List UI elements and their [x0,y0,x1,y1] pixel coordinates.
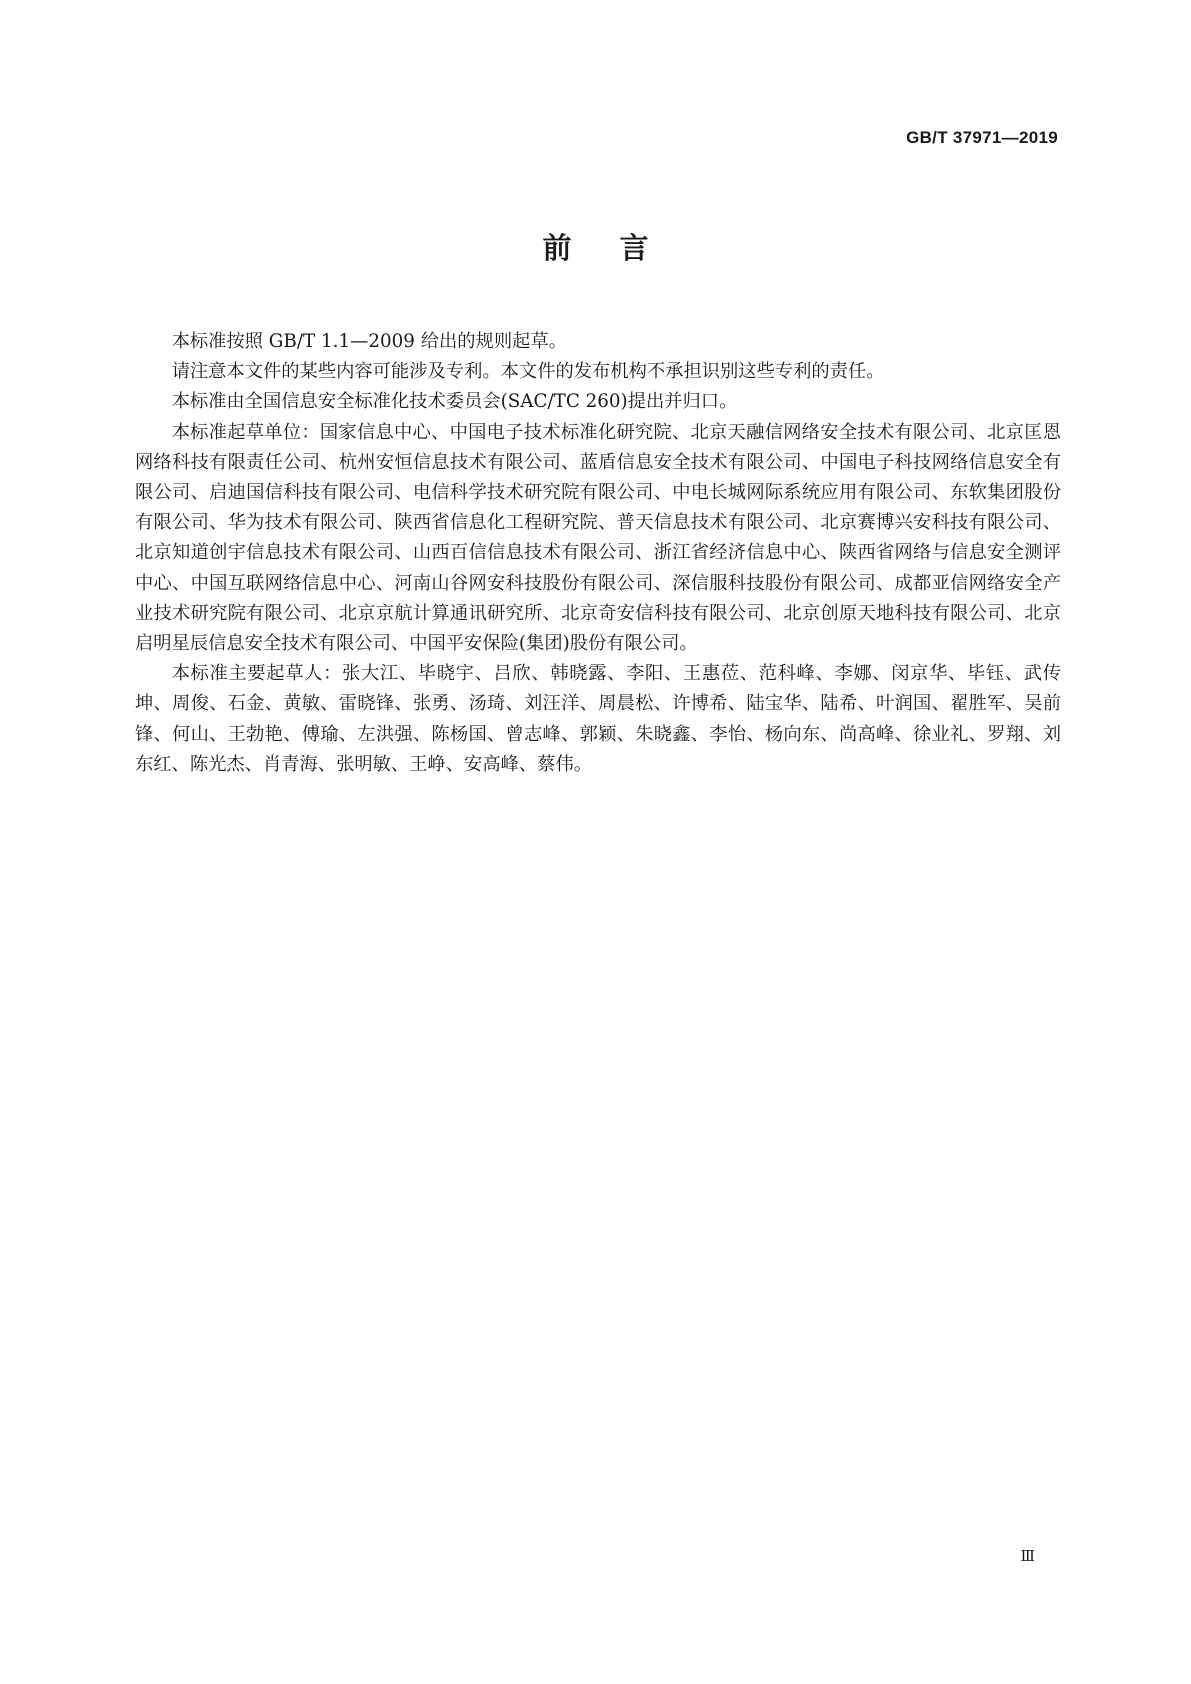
document-body [135,327,1061,780]
paragraph-drafting-units: 本标准起草单位：国家信息中心、中国电子技术标准化研究院、北京天融信网络安全技术有限公司、北京匡恩网络科技有限责任公司、杭州安恒信息技术有限公司、蓝盾信息安全技术有限公司、中国电子科技网络信息安全有限公司、启迪国信科技有限公司、电信科学技术研究院有限公司、中电长城网际系统应用有限公司、东软集团股份有限公司、华为技术有限公司、陕西省信息化工程研究院、普天信息技术有限公司、北京赛博兴安科技有限公司、北京知道创宇信息技术有限公司、山西百信信息技术有限公司、浙江省经济信息中心、陕西省网络与信息安全测评中心、中国互联网络信息中心、河南山谷网安科技股份有限公司、深信服科技股份有限公司、成都亚信网络安全产业技术研究院有限公司、北京京航计算通讯研究所、北京奇安信科技有限公司、北京创原天地科技有限公司、北京启明星辰信息安全技术有限公司、中国平安保险(集团)股份有限公司。 [135,421,1061,655]
paragraph-patent-notice: 请注意本文件的某些内容可能涉及专利。本文件的发布机构不承担识别这些专利的责任。 [171,361,885,383]
paragraph-drafters: 本标准主要起草人：张大江、毕晓宇、吕欣、韩晓露、李阳、王惠莅、范科峰、李娜、闵京华、毕钰、武传坤、周俊、石金、黄敏、雷晓锋、张勇、汤琦、刘汪洋、周晨松、许博希、陆宝华、陆希、叶润国、翟胜军、吴前锋、何山、王勃艳、傅瑜、左洪强、陈杨国、曾志峰、郭颖、朱晓鑫、李怡、杨向东、尚高峰、徐业礼、罗翔、刘东红、陈光杰、肖青海、张明敏、王峥、安高峰、蔡伟。 [135,663,1061,775]
page-number: Ⅲ [1020,1547,1034,1565]
page-title: 前言 [542,231,697,265]
paragraph-proposer: 本标准由全国信息安全标准化技术委员会(SAC/TC 260)提出并归口。 [171,391,738,413]
standard-number: GB/T 37971—2019 [906,128,1058,147]
paragraph-drafting-rules: 本标准按照 GB/T 1.1—2009 给出的规则起草。 [171,331,567,352]
